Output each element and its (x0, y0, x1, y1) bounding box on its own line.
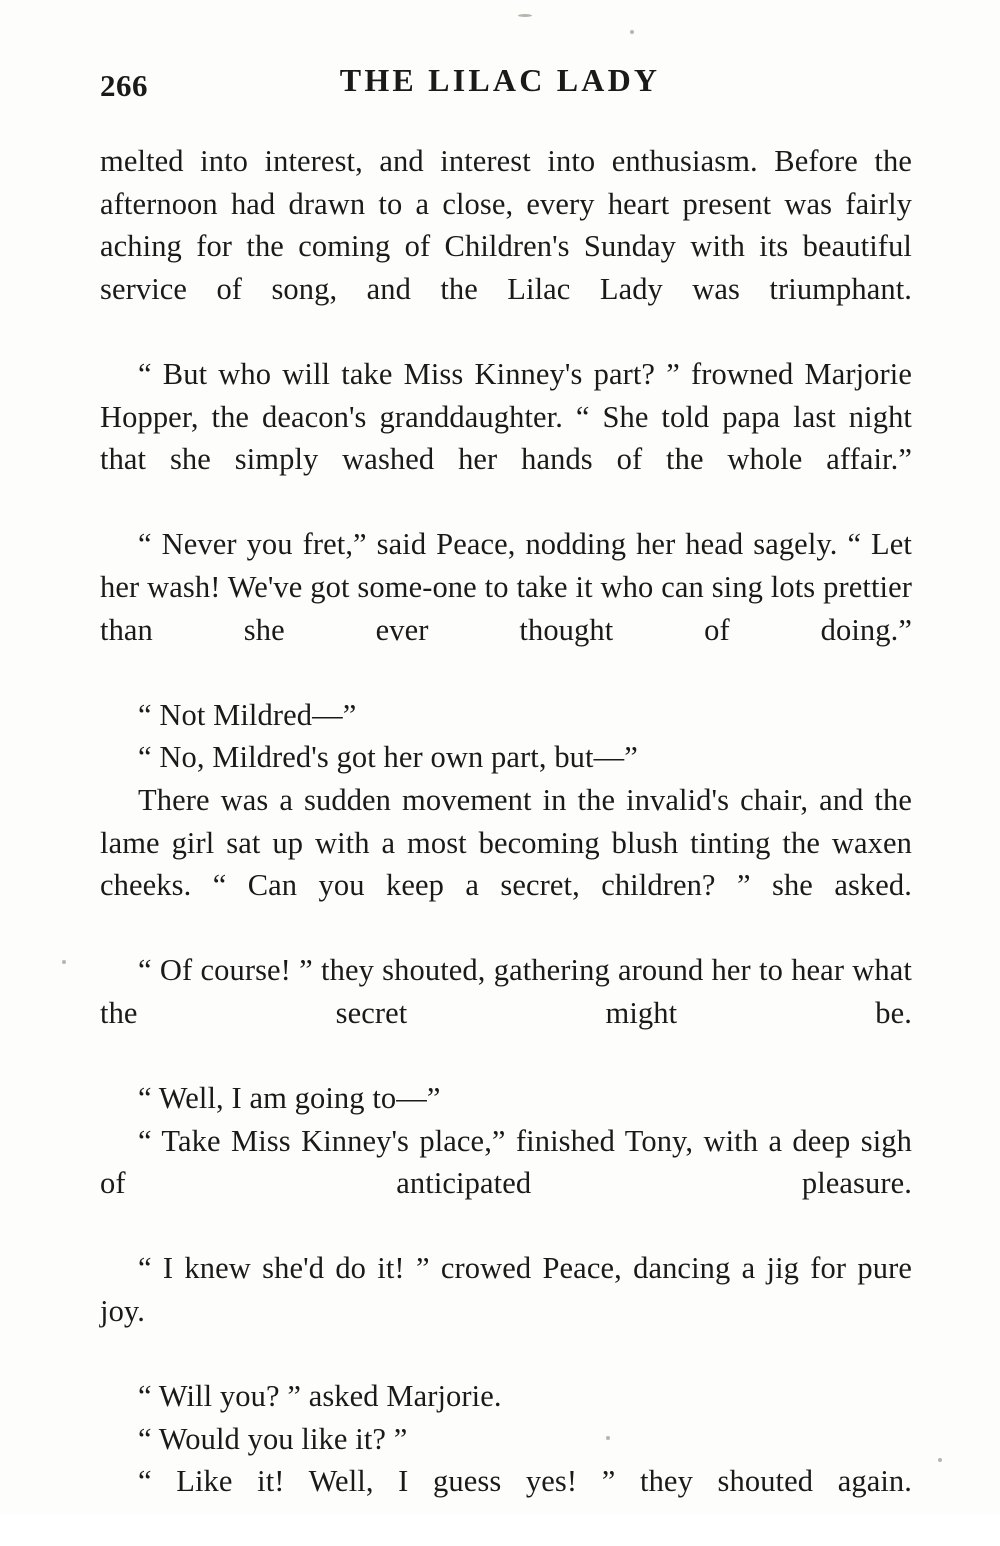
paragraph: “ No, Mildred's got her own part, but—” (138, 740, 638, 775)
scan-speckle (518, 14, 532, 17)
paragraph: “ Would you like it? ” (138, 1421, 408, 1456)
page-number: 266 (100, 68, 148, 103)
body-text (100, 140, 912, 1546)
paragraph: “ Never you fret,” said Peace, nodding her head sagely. “ Let her wash! We've got some-one to take it who can sing lots prettier than she ever thought of doing.” (100, 527, 912, 647)
paragraph: “ Will you? ” asked Marjorie. (138, 1379, 502, 1414)
page-header (100, 62, 900, 106)
paragraph: “ Take Miss Kinney's place,” finished Tony, with a deep sigh of anticipated pleasure. (100, 1123, 912, 1201)
running-head-title: THE LILAC LADY (339, 62, 661, 98)
paragraph: “ Not Mildred—” (138, 697, 357, 732)
scan-speckle (630, 30, 634, 34)
paragraph: There was a sudden movement in the invalid's chair, and the lame girl sat up with a most becoming blush tinting the waxen cheeks. “ Can you keep a secret, children? ” she asked. (100, 782, 912, 903)
paragraph: “ I knew she'd do it! ” crowed Peace, dancing a jig for pure joy. (100, 1251, 912, 1329)
scan-speckle (938, 1458, 942, 1462)
paragraph: “ But who will take Miss Kinney's part? ” frowned Marjorie Hopper, the deacon's granddaughter. “ She told papa last night that she simply washed her hands of the whole affair.” (100, 356, 912, 477)
paragraph: “ Well, I am going to—” (138, 1081, 441, 1116)
paragraph: melted into interest, and interest into enthusiasm. Before the afternoon had drawn to a close, every heart present was fairly aching for the coming of Children's Sunday with its beautiful service of song, and the Lilac Lady was triumphant. (100, 144, 912, 306)
paragraph: “ Of course! ” they shouted, gathering around her to hear what the secret might be. (100, 953, 912, 1030)
paragraph: “ Like it! Well, I guess yes! ” they shouted again. (138, 1464, 912, 1499)
scan-speckle (606, 1436, 610, 1440)
scan-speckle (62, 960, 66, 964)
